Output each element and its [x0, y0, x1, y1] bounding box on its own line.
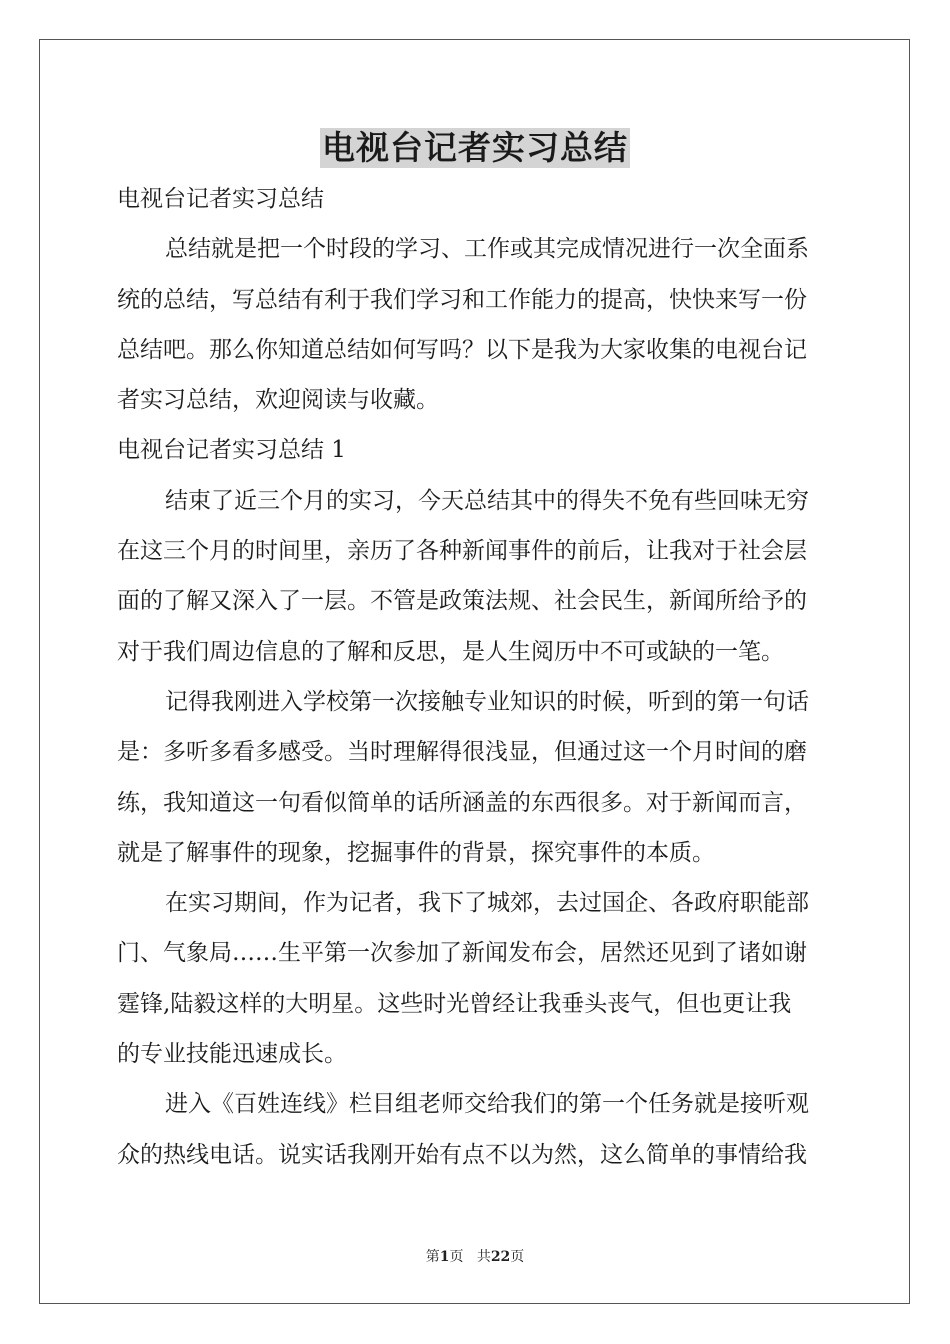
text-line: 电视台记者实习总结: [117, 186, 324, 212]
text-line: 就是了解事件的现象，挖掘事件的背景，探究事件的本质。: [117, 839, 715, 866]
total-pages-suffix: 页: [510, 1249, 525, 1265]
text-line: 霆锋,陆毅这样的大明星。这些时光曾经让我垂头丧气，但也更让我: [117, 990, 792, 1017]
text-line: 总结吧。那么你知道总结如何写吗？以下是我为大家收集的电视台记: [117, 336, 807, 363]
text-line: 总结就是把一个时段的学习、工作或其完成情况进行一次全面系: [165, 236, 809, 263]
page-footer: [0, 1246, 950, 1266]
total-pages: 22: [490, 1249, 511, 1265]
total-pages-prefix: 共: [476, 1249, 491, 1265]
document-title: 电视台记者实习总结: [322, 128, 628, 167]
text-line: 进入《百姓连线》栏目组老师交给我们的第一个任务就是接听观: [165, 1091, 809, 1118]
title-container: [0, 128, 950, 168]
text-line: 者实习总结，欢迎阅读与收藏。: [117, 387, 439, 414]
text-line: 在这三个月的时间里，亲历了各种新闻事件的前后，让我对于社会层: [117, 538, 807, 565]
text-line: 结束了近三个月的实习，今天总结其中的得失不免有些回味无穷: [165, 487, 809, 514]
text-line: 门、气象局……生平第一次参加了新闻发布会，居然还见到了诸如谢: [117, 940, 807, 967]
text-line: 对于我们周边信息的了解和反思，是人生阅历中不可或缺的一笔。: [117, 638, 784, 665]
text-line: 练，我知道这一句看似简单的话所涵盖的东西很多。对于新闻而言，: [117, 789, 807, 816]
text-line: 是：多听多看多感受。当时理解得很浅显，但通过这一个月时间的磨: [117, 739, 807, 766]
text-line: 在实习期间，作为记者，我下了城郊，去过国企、各政府职能部: [165, 890, 809, 917]
text-line: 面的了解又深入了一层。不管是政策法规、社会民生，新闻所给予的: [117, 588, 807, 615]
page-number-prefix: 第: [425, 1249, 440, 1265]
text-line: 众的热线电话。说实话我刚开始有点不以为然，这么简单的事情给我: [117, 1141, 807, 1168]
document-body: [117, 177, 833, 1183]
text-line: 统的总结，写总结有利于我们学习和工作能力的提高，快快来写一份: [117, 286, 807, 313]
text-line: 电视台记者实习总结 1: [117, 437, 346, 464]
text-line: 的专业技能迅速成长。: [117, 1041, 347, 1068]
page-number-suffix: 页: [449, 1249, 464, 1265]
text-line: 记得我刚进入学校第一次接触专业知识的时候，听到的第一句话: [165, 688, 809, 715]
page-number: 1: [439, 1249, 450, 1265]
